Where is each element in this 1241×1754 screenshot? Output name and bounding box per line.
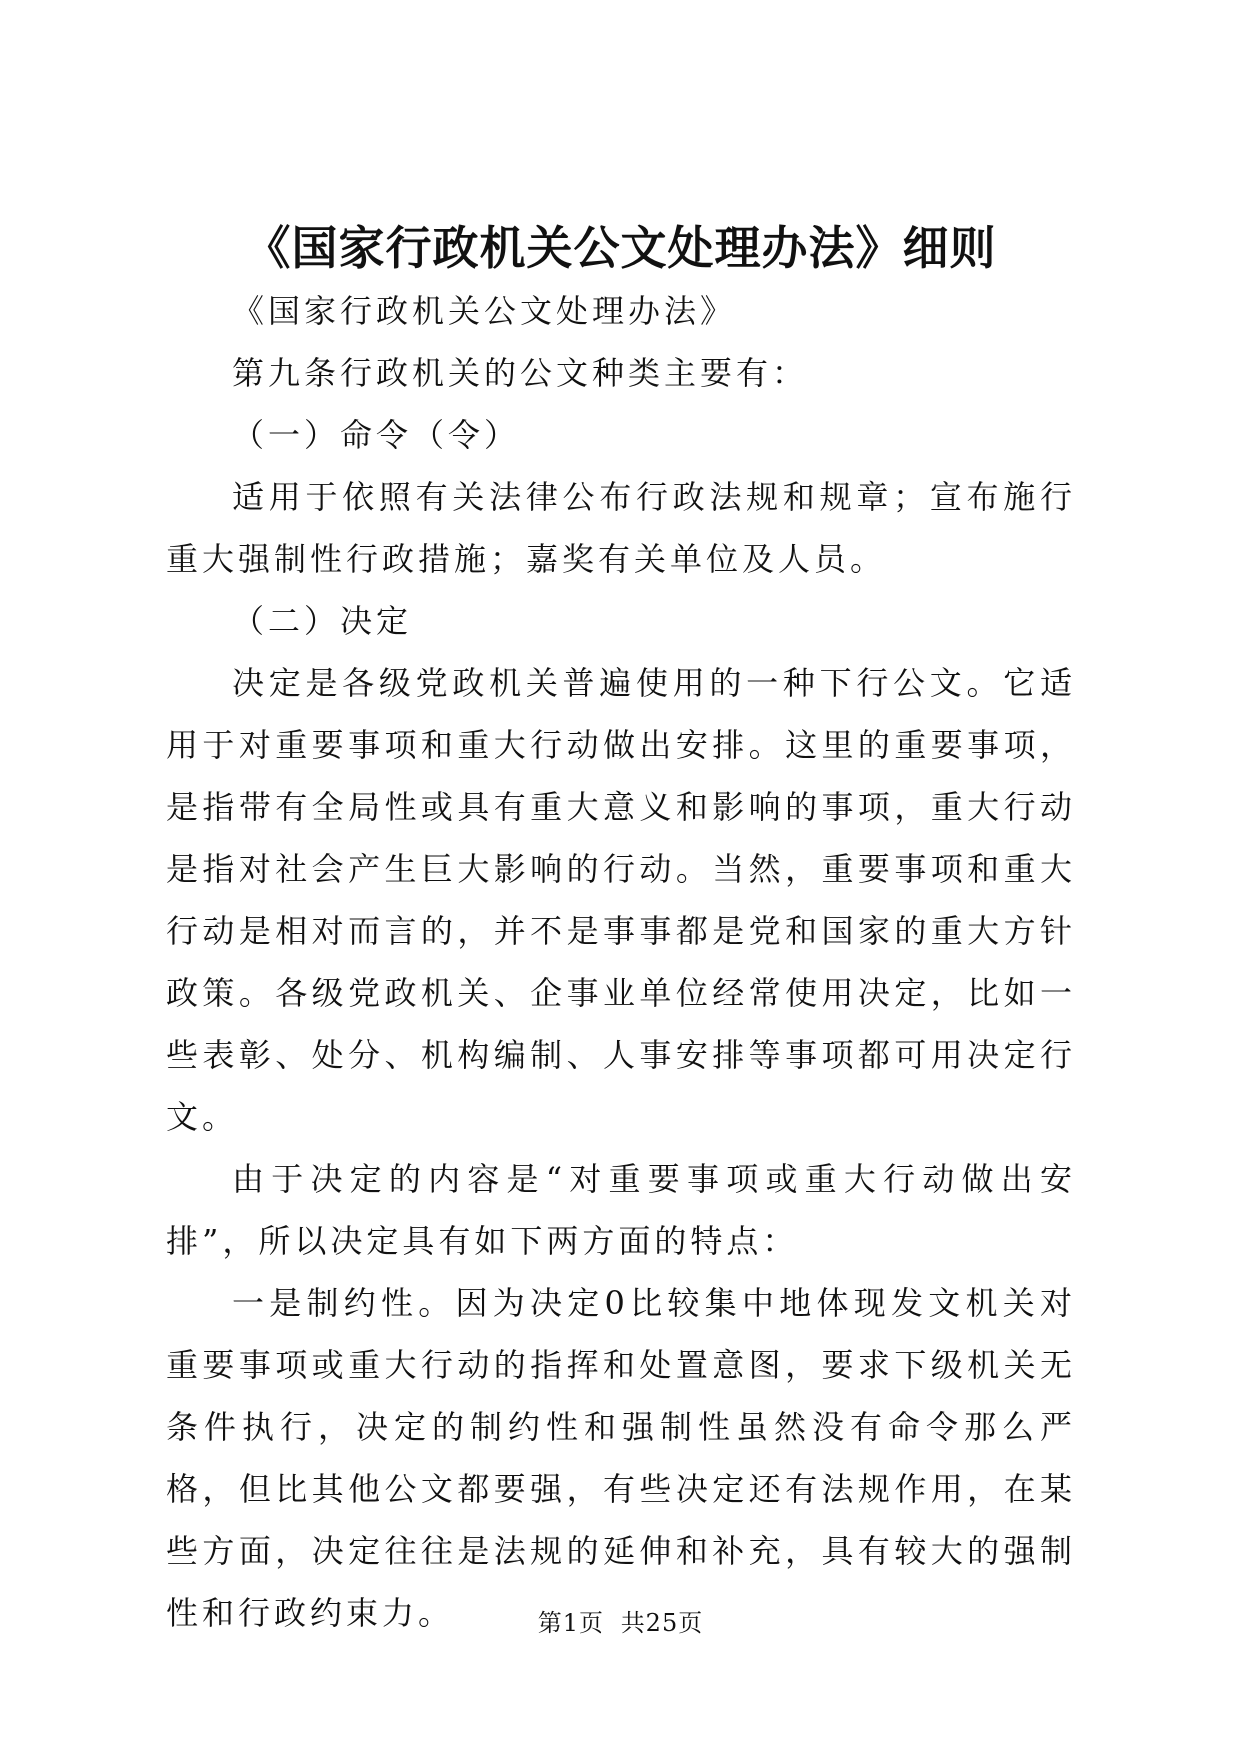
- page-total: 共25页: [620, 1609, 704, 1637]
- paragraph-source-title: 《国家行政机关公文处理办法》: [232, 292, 737, 330]
- page-number: 第1页: [537, 1609, 605, 1637]
- document-body: [166, 280, 1076, 1644]
- paragraph-heading-command: （一）命令（令）: [232, 416, 521, 454]
- document-title: 《国家行政机关公文处理办法》细则: [244, 221, 997, 275]
- paragraph-decision-features: 由于决定的内容是“对重要事项或重大行动做出安排”，所以决定具有如下两方面的特点：: [166, 1160, 1076, 1260]
- paragraph-decision-definition: 决定是各级党政机关普遍使用的一种下行公文。它适用于对重要事项和重大行动做出安排。这里的重要事项，是指带有全局性或具有重大意义和影响的事项，重大行动是指对社会产生巨大影响的行动。当然，重要事项和重大行动是相对而言的，并不是事事都是党和国家的重大方针政策。各级党政机关、企事业单位经常使用决定，比如一些表彰、处分、机构编制、人事安排等事项都可用决定行文。: [166, 664, 1076, 1136]
- paragraph-restrictiveness: 一是制约性。因为决定0比较集中地体现发文机关对重要事项或重大行动的指挥和处置意图，要求下级机关无条件执行，决定的制约性和强制性虽然没有命令那么严格，但比其他公文都要强，有些决定还有法规作用，在某些方面，决定往往是法规的延伸和补充，具有较大的强制性和行政约束力。: [166, 1284, 1076, 1632]
- paragraph-command-usage: 适用于依照有关法律公布行政法规和规章；宣布施行重大强制性行政措施；嘉奖有关单位及人员。: [166, 478, 1076, 578]
- page-footer: [0, 1608, 1241, 1638]
- paragraph-article-nine: 第九条行政机关的公文种类主要有：: [232, 354, 809, 392]
- paragraph-heading-decision: （二）决定: [232, 602, 413, 640]
